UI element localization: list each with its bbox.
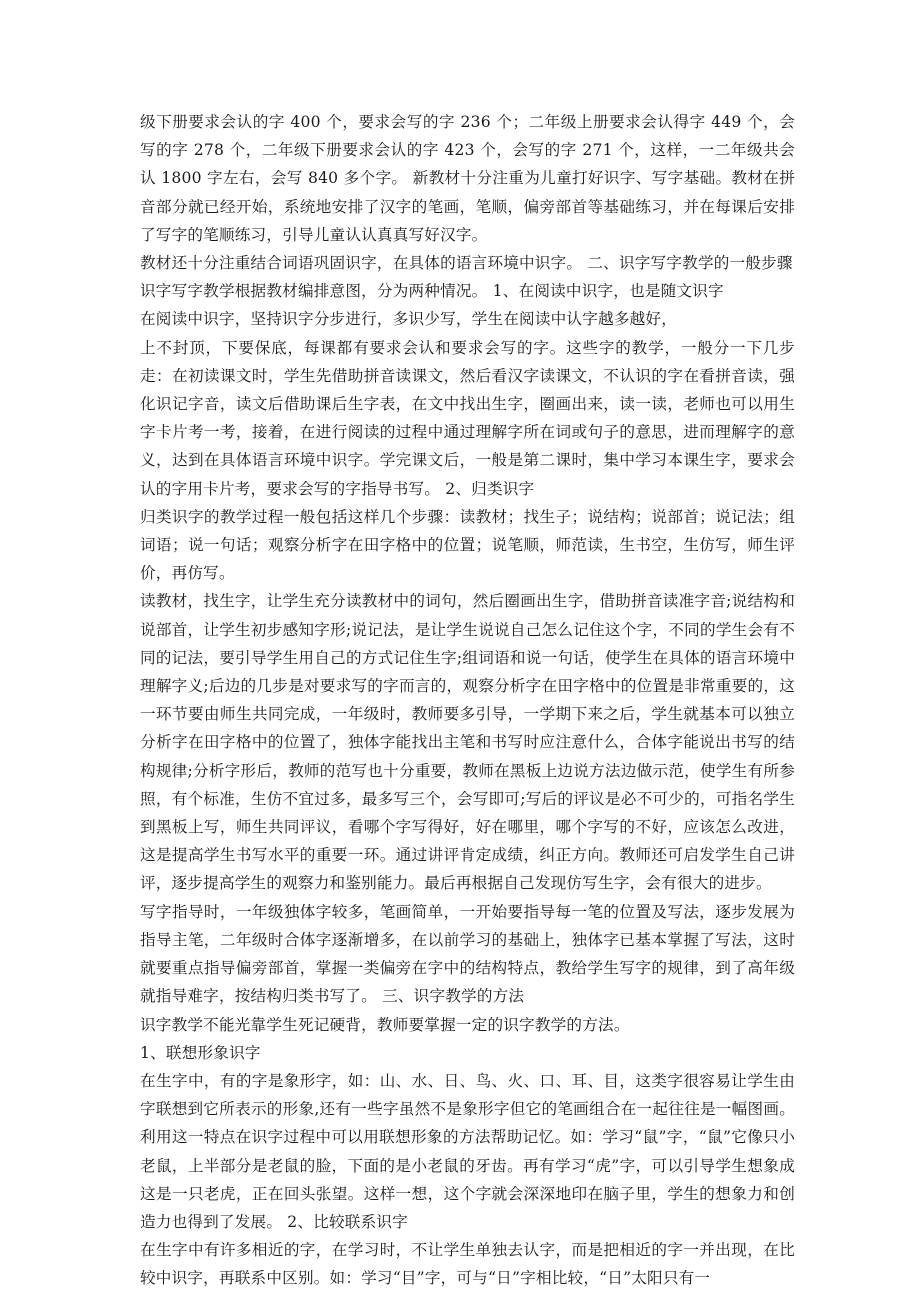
paragraph-8: 写字指导时，一年级独体字较多，笔画简单，一开始要指导每一笔的位置及写法，逐步发展为指导主笔，二年级时合体字逐渐增多，在以前学习的基础上，独体字已基本掌握了写法，这时就要重点指导偏旁部首，掌握一类偏旁在字中的结构特点，教给学生写字的规律，到了高年级就指导难字，按结构归类书写了。 三、识字教学的方法 xyxy=(140,902,795,1006)
paragraph-6: 归类识字的教学过程一般包括这样几个步骤：读教材；找生子；说结构；说部首；说记法；组词语；说一句话；观察分析字在田字格中的位置；说笔顺，师范读，生书空，生仿写，师生评价，再仿写。 xyxy=(140,507,795,583)
document-body xyxy=(140,108,795,1293)
section-heading-1: 1、联想形象识字 xyxy=(140,1043,261,1062)
paragraph-1: 级下册要求会认的字 400 个，要求会写的字 236 个；二年级上册要求会认得字 449 个，会写的字 278 个，二年级下册要求会认的字 423 个，会写的字 271 个，这样，一二年级共会认 1800 字左右，会写 840 多个字。 新教材十分注重为儿童打好识字、写字基础。教材在拼音部分就已经开始，系统地安排了汉字的笔画，笔顺，偏旁部首等基础练习，并在每课后安排了写字的笔顺练习，引导儿童认认真真写好汉字。 xyxy=(140,113,795,244)
paragraph-5: 上不封顶，下要保底，每课都有要求会认和要求会写的字。这些字的教学，一般分一下几步走：在初读课文时，学生先借助拼音读课文，然后看汉字读课文，不认识的字在看拼音读，强化识记字音，读文后借助课后生字表，在文中找出生字，圈画出来，读一读，老师也可以用生字卡片考一考，接着，在进行阅读的过程中通过理解字所在词或句子的意思，进而理解字的意义，达到在具体语言环境中识字。学完课文后，一般是第二课时，集中学习本课生字，要求会认的字用卡片考，要求会写的字指导书写。 2、归类识字 xyxy=(140,338,795,498)
paragraph-7: 读教材，找生字，让学生充分读教材中的词句，然后圈画出生字，借助拼音读准字音;说结构和说部首，让学生初步感知字形;说记法，是让学生说说自己怎么记住这个字，不同的学生会有不同的记法，要引导学生用自己的方式记住生字;组词语和说一句话，使学生在具体的语言环境中理解字义;后边的几步是对要求写的字而言的，观察分析字在田字格中的位置是非常重要的，这一环节要由师生共同完成，一年级时，教师要多引导，一学期下来之后，学生就基本可以独立分析字在田字格中的位置了，独体字能找出主笔和书写时应注意什么，合体字能说出书写的结构规律;分析字形后，教师的范写也十分重要，教师在黑板上边说方法边做示范，使学生有所参照，有个标准，生仿不宜过多，最多写三个，会写即可;写后的评议是必不可少的，可指名学生到黑板上写，师生共同评议，看哪个字写得好，好在哪里，哪个字写的不好，应该怎么改进，这是提高学生书写水平的重要一环。通过讲评肯定成绩，纠正方向。教师还可启发学生自己讲评，逐步提高学生的观察力和鉴别能力。最后再根据自己发现仿写生字，会有很大的进步。 xyxy=(140,592,795,893)
paragraph-2: 教材还十分注重结合词语巩固识字，在具体的语言环境中识字。 二、识字写字教学的一般步骤 xyxy=(140,254,793,273)
paragraph-9: 识字教学不能光靠学生死记硬背，教师要掌握一定的识字教学的方法。 xyxy=(140,1015,630,1034)
paragraph-3: 识字写字教学根据教材编排意图，分为两种情况。 1、在阅读中识字，也是随文识字 xyxy=(140,282,724,301)
paragraph-4: 在阅读中识字，坚持识字分步进行，多识少写，学生在阅读中认字越多越好， xyxy=(140,310,677,329)
paragraph-11: 在生字中有许多相近的字，在学习时，不让学生单独去认字，而是把相近的字一并出现，在比较中识字，再联系中区别。如：学习“目”字，可与“日”字相比较，“日”太阳只有一 xyxy=(140,1241,795,1288)
paragraph-10: 在生字中，有的字是象形字，如：山、水、日、鸟、火、口、耳、目，这类字很容易让学生由字联想到它所表示的形象,还有一些字虽然不是象形字但它的笔画组合在一起往往是一幅图画。利用这一特点在识字过程中可以用联想形象的方法帮助记忆。如：学习“鼠”字，“鼠”它像只小老鼠，上半部分是老鼠的脸，下面的是小老鼠的牙齿。再有学习“虎”字，可以引导学生想象成这是一只老虎，正在回头张望。这样一想，这个字就会深深地印在脑子里，学生的想象力和创造力也得到了发展。 2、比较联系识字 xyxy=(140,1071,795,1231)
